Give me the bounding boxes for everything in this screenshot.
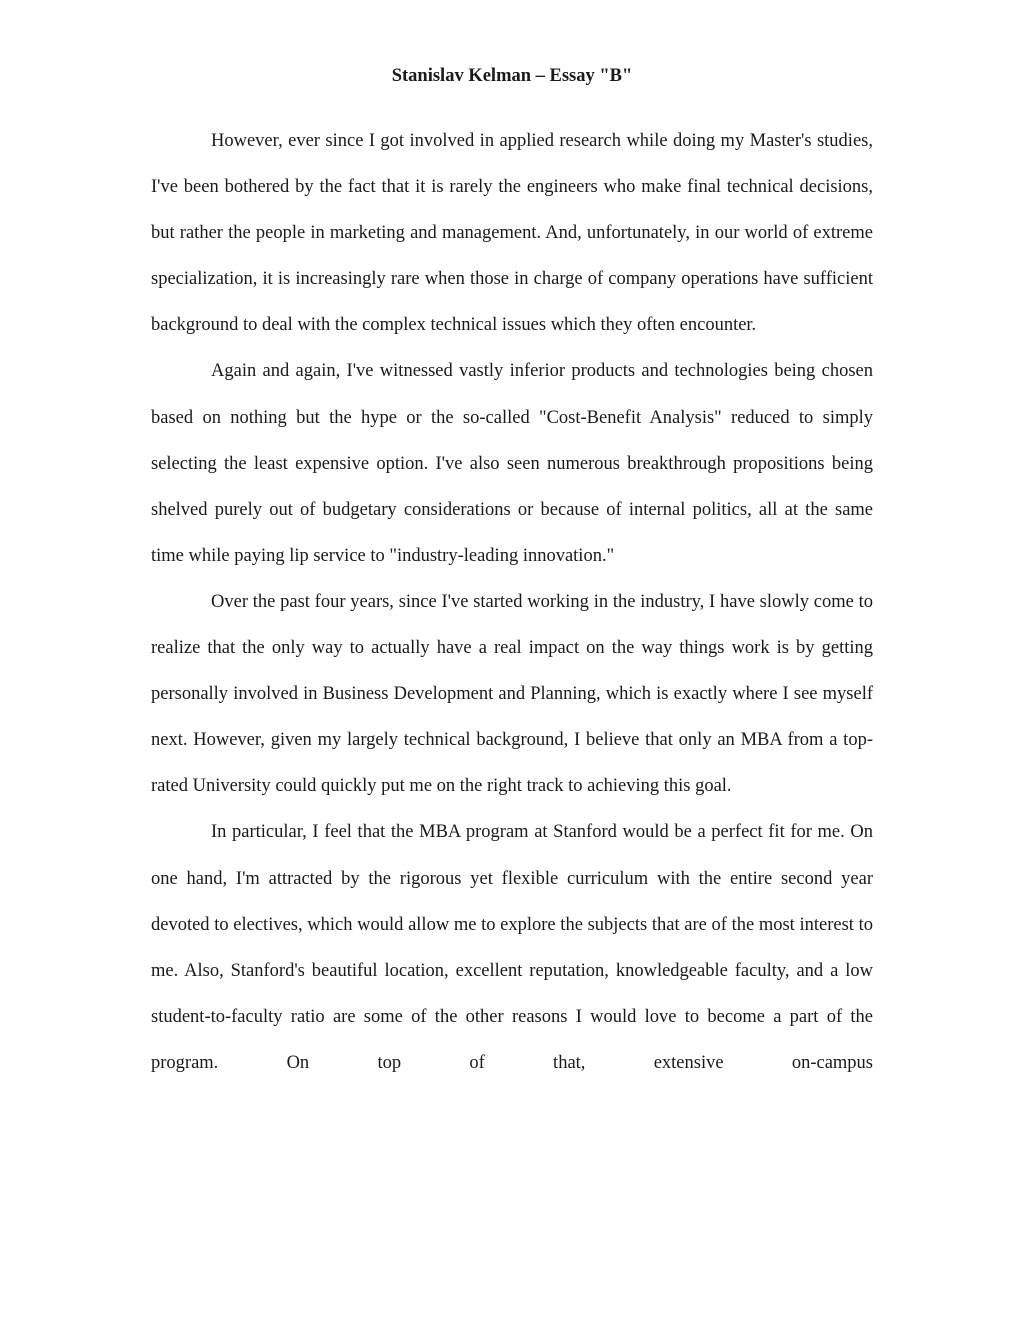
paragraph-4: In particular, I feel that the MBA program at Stanford would be a perfect fit for me. On one hand, I'm attracted by the rigorous yet flexible curriculum with the entire second year devoted to electives, which would allow me to explore the subjects that are of the most interest to me. Also, Stanford's beautiful location, excellent reputation, knowledgeable faculty, and a low student-to-faculty ratio are some of the other reasons I would love to become a part of the program. On top of that, extensive on-campus: [151, 822, 873, 1073]
paragraph-3: Over the past four years, since I've started working in the industry, I have slowly come to realize that the only way to actually have a real impact on the way things work is by getting personally involved in Business Development and Planning, which is exactly where I see myself next. However, given my largely technical background, I believe that only an MBA from a top-rated University could quickly put me on the right track to achieving this goal.: [151, 591, 873, 797]
essay-title: Stanislav Kelman – Essay "B": [391, 66, 633, 86]
paragraph-2: Again and again, I've witnessed vastly inferior products and technologies being chosen based on nothing but the hype or the so-called "Cost-Benefit Analysis" reduced to simply selecting the least expensive option. I've also seen numerous breakthrough propositions being shelved purely out of budgetary considerations or because of internal politics, all at the same time while paying lip service to "industry-leading innovation.": [151, 361, 873, 566]
essay-body: [151, 118, 873, 1086]
paragraph-1: However, ever since I got involved in applied research while doing my Master's studies, I've been bothered by the fact that it is rarely the engineers who make final technical decisions, but rather the people in marketing and management. And, unfortunately, in our world of extreme specialization, it is increasingly rare when those in charge of company operations have sufficient background to deal with the complex technical issues which they often encounter.: [151, 131, 873, 336]
